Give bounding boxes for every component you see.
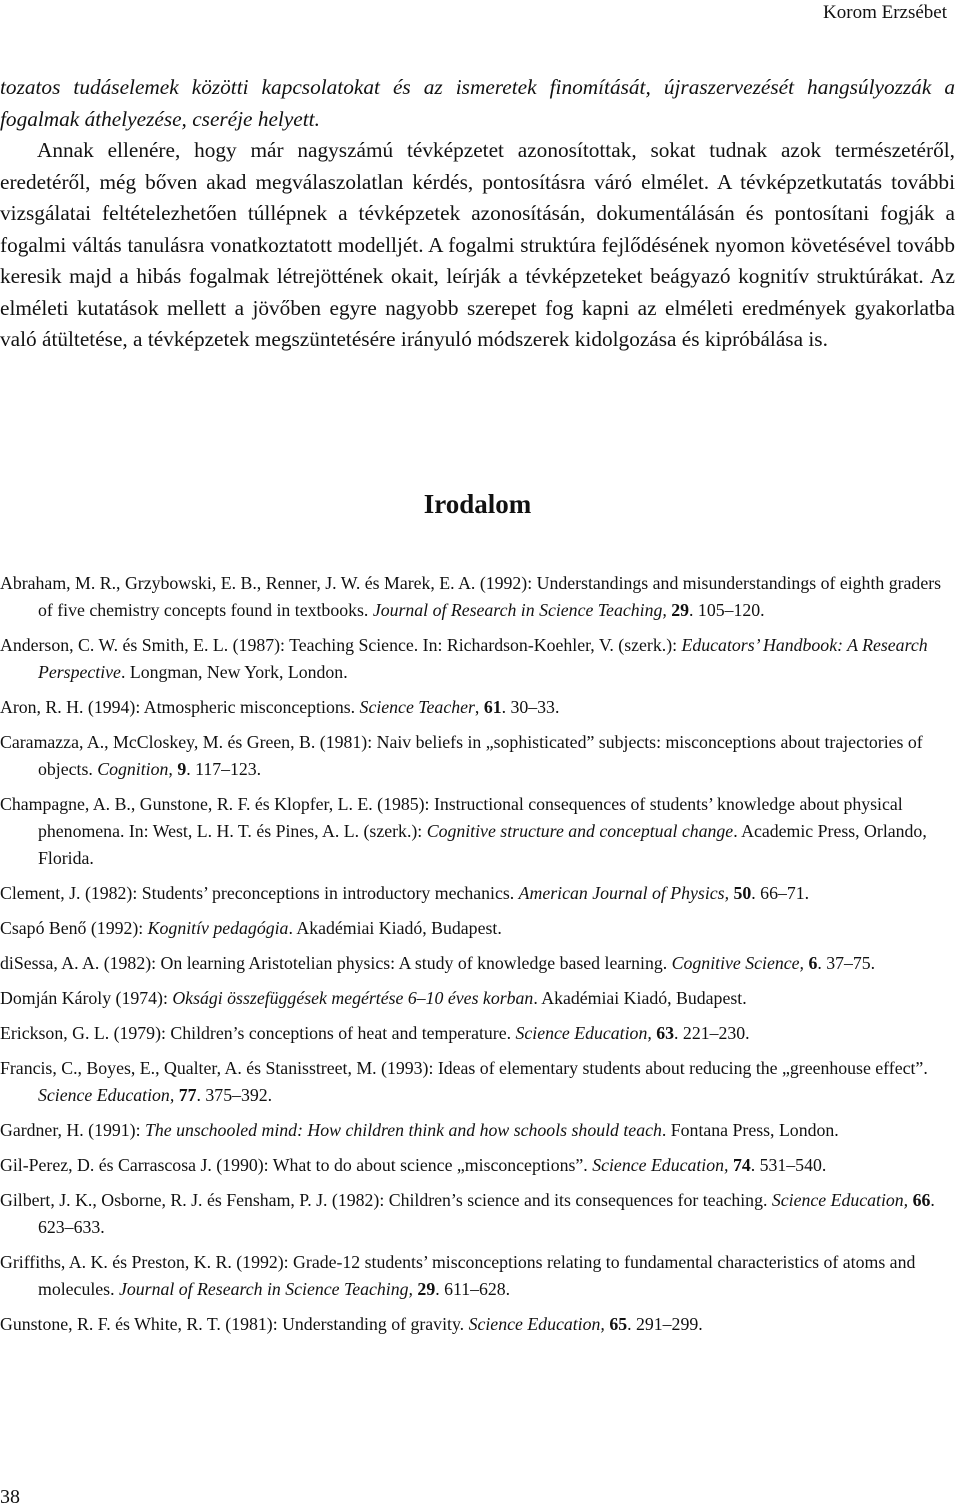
reference-item: Aron, R. H. (1994): Atmospheric misconceptions. Science Teacher, 61. 30–33. [0,697,560,717]
body-intro: tozatos tudáselemek közötti kapcsolatokat és az ismeretek finomítását, újraszervezését hangsúlyozzák a fogalmak áthelyezése, cseréje helyett. [0,75,955,131]
reference-item: Gilbert, J. K., Osborne, R. J. és Fensham, P. J. (1982): Children’s science and its consequences for teaching. Science Education, 66. 623–633. [0,1190,935,1237]
reference-item: Clement, J. (1982): Students’ preconceptions in introductory mechanics. American Journal of Physics, 50. 66–71. [0,883,810,903]
reference-item: Gil-Perez, D. és Carrascosa J. (1990): What to do about science „misconceptions”. Science Education, 74. 531–540. [0,1155,827,1175]
reference-item: Francis, C., Boyes, E., Qualter, A. és Stanisstreet, M. (1993): Ideas of elementary students about reducing the „greenhouse effect”. Science Education, 77. 375–392. [0,1058,928,1105]
running-head: Korom Erzsébet [823,2,947,23]
reference-item: Csapó Benő (1992): Kognitív pedagógia. Akadémiai Kiadó, Budapest. [0,918,502,938]
reference-item: Anderson, C. W. és Smith, E. L. (1987): Teaching Science. In: Richardson-Koehler, V. (szerk.): Educators’ Handbook: A Research Perspective. Longman, New York, London. [0,635,928,682]
page-number: 38 [0,1486,20,1508]
reference-item: Gunstone, R. F. és White, R. T. (1981): Understanding of gravity. Science Education, 65. 291–299. [0,1314,703,1334]
reference-list [0,570,958,1346]
reference-item: diSessa, A. A. (1982): On learning Aristotelian physics: A study of knowledge based learning. Cognitive Science, 6. 37–75. [0,953,876,973]
reference-item: Griffiths, A. K. és Preston, K. R. (1992): Grade-12 students’ misconceptions relating to fundamental characteristics of atoms and molecules. Journal of Research in Science Teaching, 29. 611–628. [0,1252,916,1299]
reference-item: Gardner, H. (1991): The unschooled mind: How children think and how schools should teach. Fontana Press, London. [0,1120,839,1140]
body-paragraph: Annak ellenére, hogy már nagyszámú tévképzetet azonosítottak, sokat tudnak azok természetéről, eredetéről, még bőven akad megválaszolatlan kérdés, pontosításra váró elmélet. A tévképzetkutatás további vizsgálatai feltételezhetően túllépnek a tévképzetek azonosításán, dokumentálásán és pontosítani fogják a fogalmi váltás tanulásra vonatkoztatott modelljét. A fogalmi struktúra fejlődésének nyomon követésével tovább keresik majd a hibás fogalmak létrejöttének okait, leírják a tévképzeteket beágyazó kognitív struktúrákat. Az elméleti kutatások mellett a jövőben egyre nagyobb szerepet fog kapni az elméleti eredmények gyakorlatba való átültetése, a tévképzetek megszüntetésére irányuló módszerek kidolgozása és kipróbálása is. [0,138,955,351]
reference-item: Erickson, G. L. (1979): Children’s conceptions of heat and temperature. Science Education, 63. 221–230. [0,1023,750,1043]
reference-item: Caramazza, A., McCloskey, M. és Green, B. (1981): Naiv beliefs in „sophisticated” subjects: misconceptions about trajectories of objects. Cognition, 9. 117–123. [0,732,923,779]
reference-item: Abraham, M. R., Grzybowski, E. B., Renner, J. W. és Marek, E. A. (1992): Understandings and misunderstandings of eighth graders of five chemistry concepts found in textbooks. Journal of Research in Science Teaching, 29. 105–120. [0,573,942,620]
reference-item: Domján Károly (1974): Oksági összefüggések megértése 6–10 éves korban. Akadémiai Kiadó, Budapest. [0,988,747,1008]
body-text [0,72,955,356]
reference-item: Champagne, A. B., Gunstone, R. F. és Klopfer, L. E. (1985): Instructional consequences of students’ knowledge about physical phenomena. In: West, L. H. T. és Pines, A. L. (szerk.): Cognitive structure and conceptual change. Academic Press, Orlando, Florida. [0,794,927,868]
section-heading: Irodalom [423,489,532,519]
